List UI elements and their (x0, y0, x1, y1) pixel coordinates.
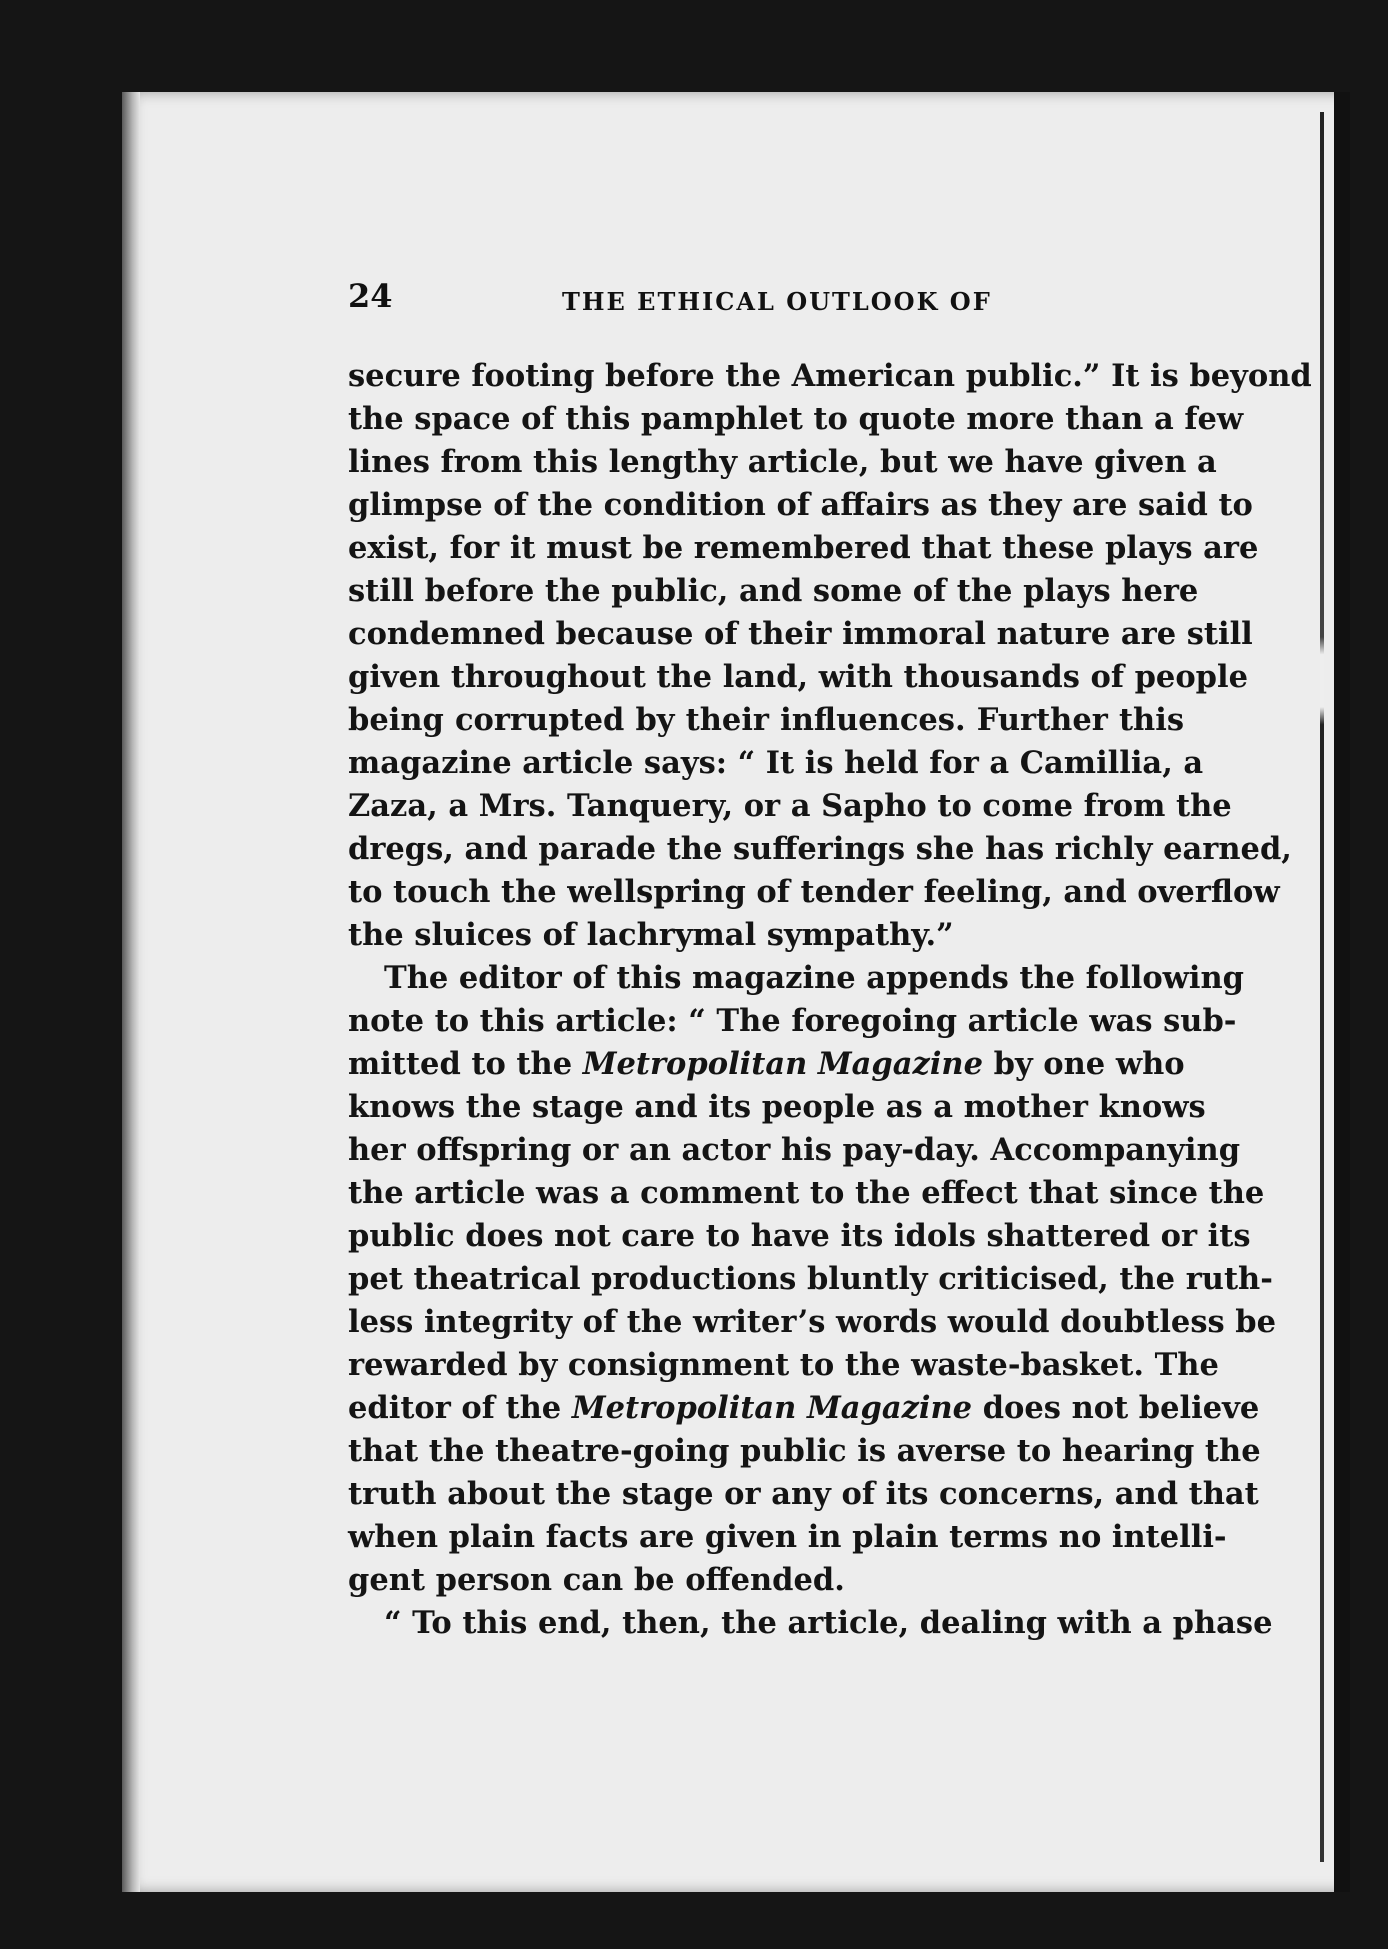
page-number: 24 (348, 277, 393, 315)
text-line: condemned because of their immoral nature are still (348, 616, 1253, 652)
text-line: truth about the stage or any of its concerns, and that (348, 1476, 1259, 1512)
text-fragment: by one who (993, 1046, 1185, 1082)
magazine-title: Metropolitan Magazine (571, 1390, 973, 1426)
text-line: the sluices of lachrymal sympathy.” (348, 917, 954, 953)
text-line: dregs, and parade the sufferings she has richly earned, (348, 831, 1292, 867)
page-gutter-shadow (122, 92, 140, 1892)
body-text (348, 355, 1312, 1645)
text-line: Zaza, a Mrs. Tanquery, or a Sapho to come from the (348, 788, 1232, 824)
running-header: THE ETHICAL OUTLOOK OF (562, 287, 992, 316)
text-line: glimpse of the condition of affairs as they are said to (348, 487, 1253, 523)
text-line: rewarded by consignment to the waste-basket. The (348, 1347, 1219, 1383)
text-fragment: does not believe (982, 1390, 1260, 1426)
text-line: to touch the wellspring of tender feeling, and overflow (348, 874, 1280, 910)
text-line: given throughout the land, with thousands of people (348, 659, 1248, 695)
text-line-with-italic (348, 1043, 1184, 1086)
text-line: magazine article says: “ It is held for a Camillia, a (348, 745, 1204, 781)
text-line: the space of this pamphlet to quote more than a few (348, 401, 1244, 437)
text-line: gent person can be offended. (348, 1562, 845, 1598)
text-line: lines from this lengthy article, but we have given a (348, 444, 1217, 480)
magazine-title: Metropolitan Magazine (582, 1046, 983, 1082)
text-fragment: mitted to the (348, 1046, 573, 1082)
text-line: note to this article: “ The foregoing article was sub- (348, 1003, 1237, 1039)
text-line: knows the stage and its people as a mother knows (348, 1089, 1206, 1125)
text-line: “ To this end, then, the article, dealing with a phase (384, 1605, 1273, 1641)
text-line-with-italic (348, 1387, 1260, 1430)
text-line: public does not care to have its idols shattered or its (348, 1218, 1251, 1254)
text-line: her offspring or an actor his pay-day. Accompanying (348, 1132, 1241, 1168)
text-line: still before the public, and some of the plays here (348, 573, 1199, 609)
text-line: when plain facts are given in plain terms no intelli- (348, 1519, 1227, 1555)
page-edge-rule (1320, 112, 1324, 1862)
text-line: exist, for it must be remembered that these plays are (348, 530, 1259, 566)
text-line: being corrupted by their influences. Further this (348, 702, 1184, 738)
text-line: the article was a comment to the effect that since the (348, 1175, 1265, 1211)
text-line: secure footing before the American public.” It is beyond (348, 358, 1312, 394)
text-line: The editor of this magazine appends the following (384, 960, 1245, 996)
text-fragment: editor of the (348, 1390, 562, 1426)
text-line: less integrity of the writer’s words would doubtless be (348, 1304, 1277, 1340)
text-line: pet theatrical productions bluntly criticised, the ruth- (348, 1261, 1273, 1297)
text-line: that the theatre-going public is averse to hearing the (348, 1433, 1261, 1469)
page-right-border (1334, 92, 1350, 1892)
